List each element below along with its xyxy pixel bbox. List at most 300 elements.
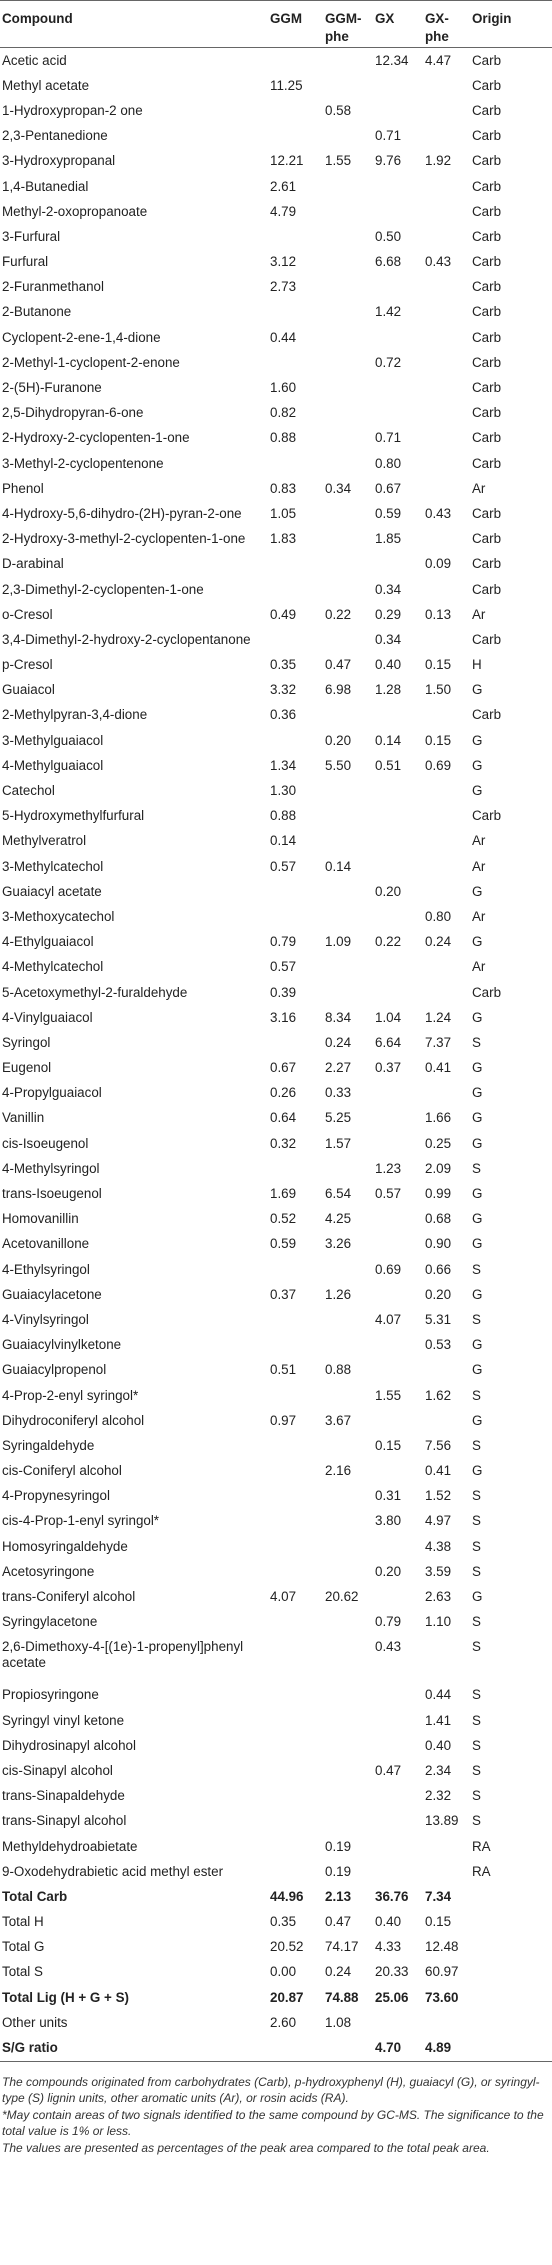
cell-ggm-phe: 0.88 <box>325 1362 352 1378</box>
cell-gx-phe: 0.41 <box>425 1060 452 1076</box>
cell-ggm-phe <box>325 1733 375 1758</box>
cell-gx: 0.79 <box>375 1614 402 1630</box>
cell-ggm <box>270 1156 325 1181</box>
cell-gx: 0.59 <box>375 505 402 521</box>
table-row <box>0 124 552 149</box>
cell-ggm <box>270 1859 325 1884</box>
cell-ggm-phe: 0.58 <box>325 102 352 118</box>
cell-gx-phe: 0.15 <box>425 1914 452 1930</box>
cell-gx <box>375 804 425 829</box>
cell-compound: Cyclopent-2-ene-1,4-dione <box>2 329 161 345</box>
cell-gx-phe: 73.60 <box>425 1989 459 2005</box>
cell-origin: G <box>472 934 483 950</box>
cell-gx <box>375 829 425 854</box>
cell-ggm-phe <box>325 275 375 300</box>
table-row <box>0 224 552 249</box>
cell-ggm <box>270 350 325 375</box>
cell-ggm-phe <box>325 426 375 451</box>
cell-gx <box>375 1809 425 1834</box>
cell-gx: 0.31 <box>375 1488 402 1504</box>
table-row <box>0 1383 552 1408</box>
cell-ggm-phe: 0.47 <box>325 1914 352 1930</box>
cell-ggm: 1.69 <box>270 1186 297 1202</box>
cell-origin: G <box>472 783 483 799</box>
cell-gx <box>375 98 425 123</box>
cell-gx: 0.71 <box>375 128 402 144</box>
cell-compound: 3,4-Dimethyl-2-hydroxy-2-cyclopentanone <box>2 631 251 647</box>
cell-ggm-phe <box>325 250 375 275</box>
table-row <box>0 476 552 501</box>
cell-ggm-phe <box>325 1156 375 1181</box>
cell-gx-phe: 0.40 <box>425 1737 452 1753</box>
cell-compound: Syringylacetone <box>2 1614 98 1630</box>
cell-origin: S <box>472 1160 481 1176</box>
cell-gx-phe <box>425 401 472 426</box>
cell-gx <box>375 1207 425 1232</box>
cell-compound: Methyldehydroabietate <box>2 1838 138 1854</box>
cell-gx <box>375 1408 425 1433</box>
cell-gx-phe: 0.69 <box>425 757 452 773</box>
cell-origin: G <box>472 732 483 748</box>
cell-gx-phe: 0.15 <box>425 657 452 673</box>
cell-origin: Ar <box>472 480 486 496</box>
cell-compound: cis-Coniferyl alcohol <box>2 1463 122 1479</box>
cell-gx <box>375 199 425 224</box>
cell-ggm: 0.64 <box>270 1110 297 1126</box>
table-row <box>0 1282 552 1307</box>
cell-ggm-phe <box>325 1809 375 1834</box>
cell-ggm <box>270 1834 325 1859</box>
cell-origin: S <box>472 1638 481 1654</box>
table-row <box>0 930 552 955</box>
cell-origin: G <box>472 1589 483 1605</box>
cell-ggm <box>270 1433 325 1458</box>
cell-gx-phe: 0.43 <box>425 254 452 270</box>
cell-ggm: 0.88 <box>270 430 297 446</box>
table-row <box>0 1884 552 1909</box>
cell-ggm <box>270 1610 325 1635</box>
footnote-origin: The compounds originated from carbohydrates (Carb), p-hydroxyphenyl (H), guaiacyl (G), or syringyl-type (S) lignin units, other aromatic units (Ar), or rosin acids (RA). <box>2 2074 540 2106</box>
cell-ggm-phe: 3.26 <box>325 1236 352 1252</box>
cell-ggm-phe <box>325 2035 375 2061</box>
cell-ggm-phe <box>325 1683 375 1708</box>
table-row <box>0 1708 552 1733</box>
cell-ggm: 0.35 <box>270 657 297 673</box>
cell-compound: Total Lig (H + G + S) <box>2 1989 129 2005</box>
cell-gx-phe <box>425 1834 472 1859</box>
cell-compound: 4-Methylcatechol <box>2 959 104 975</box>
cell-ggm <box>270 124 325 149</box>
cell-gx-phe: 0.24 <box>425 934 452 950</box>
cell-compound: p-Cresol <box>2 657 53 673</box>
cell-ggm-phe <box>325 1333 375 1358</box>
cell-compound: Total S <box>2 1964 43 1980</box>
cell-origin: Carb <box>472 707 502 723</box>
table-body <box>0 48 552 2062</box>
cell-compound: 4-Methylsyringol <box>2 1160 100 1176</box>
cell-ggm: 4.79 <box>270 203 297 219</box>
cell-ggm-phe <box>325 980 375 1005</box>
cell-compound: 2-(5H)-Furanone <box>2 380 102 396</box>
cell-origin: Carb <box>472 153 502 169</box>
cell-compound: Total Carb <box>2 1888 68 1904</box>
cell-ggm-phe: 2.27 <box>325 1060 352 1076</box>
cell-origin: G <box>472 1337 483 1353</box>
table-row <box>0 1156 552 1181</box>
cell-compound: Syringol <box>2 1034 51 1050</box>
table-row <box>0 980 552 1005</box>
cell-compound: 2,6-Dimethoxy-4-[(1e)-1-propenyl]phenyl acetate <box>2 1638 244 1670</box>
cell-ggm-phe: 8.34 <box>325 1009 352 1025</box>
cell-compound: Syringyl vinyl ketone <box>2 1712 125 1728</box>
table-row <box>0 1910 552 1935</box>
cell-ggm: 0.82 <box>270 405 297 421</box>
cell-origin: S <box>472 1687 481 1703</box>
cell-gx-phe: 0.20 <box>425 1286 452 1302</box>
cell-gx: 1.04 <box>375 1009 402 1025</box>
cell-gx <box>375 1784 425 1809</box>
cell-gx-phe: 4.89 <box>425 2035 472 2061</box>
cell-gx: 0.47 <box>375 1762 402 1778</box>
cell-compound: D-arabinal <box>2 556 64 572</box>
table-row <box>0 2010 552 2035</box>
cell-ggm-phe: 0.14 <box>325 858 352 874</box>
table-row <box>0 300 552 325</box>
cell-gx-phe: 2.09 <box>425 1160 452 1176</box>
cell-ggm-phe <box>325 174 375 199</box>
cell-ggm-phe <box>325 1635 375 1683</box>
cell-origin: Carb <box>472 203 502 219</box>
cell-origin: G <box>472 1236 483 1252</box>
cell-origin: Carb <box>472 380 502 396</box>
cell-gx-phe: 0.25 <box>425 1135 452 1151</box>
cell-ggm <box>270 1333 325 1358</box>
table-row <box>0 1985 552 2010</box>
cell-compound: Methyl-2-oxopropanoate <box>2 203 148 219</box>
table-row <box>0 250 552 275</box>
table-row <box>0 904 552 929</box>
footnote-values: The values are presented as percentages of the peak area compared to the total peak area. <box>2 2140 490 2155</box>
cell-gx <box>375 904 425 929</box>
cell-compound: 2,3-Pentanedione <box>2 128 108 144</box>
cell-gx-phe: 1.50 <box>425 682 452 698</box>
cell-ggm: 0.37 <box>270 1286 297 1302</box>
cell-gx-phe: 7.56 <box>425 1437 452 1453</box>
cell-compound: Total H <box>2 1914 44 1930</box>
cell-ggm-phe <box>325 577 375 602</box>
cell-gx <box>375 1733 425 1758</box>
cell-compound: 3-Furfural <box>2 228 61 244</box>
table-row <box>0 501 552 526</box>
cell-ggm <box>270 1534 325 1559</box>
cell-compound: 3-Methyl-2-cyclopentenone <box>2 455 164 471</box>
cell-gx: 0.43 <box>375 1638 402 1654</box>
cell-gx-phe: 0.68 <box>425 1211 452 1227</box>
cell-compound: trans-Sinapaldehyde <box>2 1788 125 1804</box>
cell-origin: Carb <box>472 52 502 68</box>
header-origin: Origin <box>472 1 552 48</box>
cell-gx-phe <box>425 73 472 98</box>
cell-gx-phe: 5.31 <box>425 1311 452 1327</box>
cell-ggm-phe <box>325 904 375 929</box>
cell-ggm-phe <box>325 300 375 325</box>
cell-ggm-phe <box>325 501 375 526</box>
cell-gx-phe: 0.53 <box>425 1337 452 1353</box>
cell-gx-phe: 1.41 <box>425 1712 452 1728</box>
cell-compound: 2-Hydroxy-3-methyl-2-cyclopenten-1-one <box>2 531 246 547</box>
cell-gx <box>375 703 425 728</box>
cell-origin: G <box>472 1085 483 1101</box>
cell-gx: 6.64 <box>375 1034 402 1050</box>
cell-ggm-phe <box>325 804 375 829</box>
cell-gx-phe <box>425 275 472 300</box>
cell-ggm: 20.87 <box>270 1989 304 2005</box>
cell-gx-phe <box>425 426 472 451</box>
table-row <box>0 1232 552 1257</box>
cell-gx: 1.28 <box>375 682 402 698</box>
cell-ggm: 0.67 <box>270 1060 297 1076</box>
cell-gx-phe <box>425 451 472 476</box>
cell-origin: Carb <box>472 304 502 320</box>
cell-ggm: 1.60 <box>270 380 297 396</box>
cell-ggm <box>270 1758 325 1783</box>
cell-ggm-phe: 0.47 <box>325 657 352 673</box>
cell-origin: Ar <box>472 606 486 622</box>
cell-gx-phe: 7.34 <box>425 1888 452 1904</box>
cell-gx-phe <box>425 199 472 224</box>
cell-ggm: 0.49 <box>270 606 297 622</box>
table-row <box>0 1935 552 1960</box>
table-row <box>0 1610 552 1635</box>
cell-compound: Dihydroconiferyl alcohol <box>2 1412 145 1428</box>
cell-gx: 0.20 <box>375 883 402 899</box>
cell-ggm: 0.39 <box>270 984 297 1000</box>
table-row <box>0 678 552 703</box>
cell-ggm: 2.60 <box>270 2014 297 2030</box>
cell-ggm-phe: 5.50 <box>325 757 352 773</box>
cell-gx: 20.33 <box>375 1964 409 1980</box>
cell-origin: G <box>472 1186 483 1202</box>
cell-ggm: 0.83 <box>270 480 297 496</box>
table-row <box>0 1960 552 1985</box>
cell-ggm-phe <box>325 1383 375 1408</box>
cell-gx-phe: 0.99 <box>425 1186 452 1202</box>
table-row <box>0 98 552 123</box>
cell-gx-phe <box>425 325 472 350</box>
cell-ggm: 0.79 <box>270 934 297 950</box>
table-row <box>0 375 552 400</box>
cell-origin: Carb <box>472 808 502 824</box>
cell-compound: Acetic acid <box>2 52 67 68</box>
cell-gx: 3.80 <box>375 1513 402 1529</box>
cell-ggm <box>270 1683 325 1708</box>
table-row <box>0 577 552 602</box>
cell-compound: Eugenol <box>2 1060 52 1076</box>
table-row <box>0 1834 552 1859</box>
table-row <box>0 1030 552 1055</box>
cell-gx <box>375 1534 425 1559</box>
cell-origin: Carb <box>472 455 502 471</box>
cell-gx-phe: 1.10 <box>425 1614 452 1630</box>
cell-ggm-phe: 1.08 <box>325 2014 352 2030</box>
cell-origin: Carb <box>472 531 502 547</box>
table-row <box>0 1584 552 1609</box>
cell-ggm: 1.34 <box>270 757 297 773</box>
cell-ggm-phe <box>325 1257 375 1282</box>
cell-gx: 9.76 <box>375 153 402 169</box>
cell-compound: 4-Propynesyringol <box>2 1488 110 1504</box>
cell-gx-phe <box>425 527 472 552</box>
cell-gx-phe: 7.37 <box>425 1034 452 1050</box>
cell-ggm-phe: 74.88 <box>325 1989 359 2005</box>
cell-ggm <box>270 728 325 753</box>
cell-gx <box>375 955 425 980</box>
cell-ggm <box>270 1708 325 1733</box>
cell-ggm: 0.00 <box>270 1964 297 1980</box>
cell-ggm-phe <box>325 552 375 577</box>
footnote-asterisk: *May contain areas of two signals identified to the same compound by GC-MS. The significance to the total value is 1% or less. <box>2 2107 544 2139</box>
cell-origin: Carb <box>472 128 502 144</box>
cell-gx <box>375 2010 425 2035</box>
cell-compound: Acetosyringone <box>2 1563 95 1579</box>
cell-gx <box>375 1708 425 1733</box>
cell-gx-phe <box>425 879 472 904</box>
cell-ggm-phe: 20.62 <box>325 1589 359 1605</box>
cell-gx-phe <box>425 854 472 879</box>
cell-ggm-phe: 0.20 <box>325 732 352 748</box>
cell-origin: Carb <box>472 984 502 1000</box>
cell-gx-phe: 1.66 <box>425 1110 452 1126</box>
cell-origin: G <box>472 1362 483 1378</box>
cell-ggm <box>270 904 325 929</box>
table-row <box>0 1683 552 1708</box>
cell-gx <box>375 1834 425 1859</box>
cell-origin: S <box>472 1538 481 1554</box>
cell-ggm: 0.44 <box>270 329 297 345</box>
cell-gx: 0.15 <box>375 1437 402 1453</box>
cell-ggm <box>270 1559 325 1584</box>
cell-origin: G <box>472 1110 483 1126</box>
cell-origin: S <box>472 1712 481 1728</box>
cell-compound: Acetovanillone <box>2 1236 90 1252</box>
table-row <box>0 325 552 350</box>
cell-origin: Carb <box>472 329 502 345</box>
cell-ggm-phe <box>325 829 375 854</box>
cell-gx-phe <box>425 627 472 652</box>
cell-gx <box>375 275 425 300</box>
cell-ggm-phe: 0.22 <box>325 606 352 622</box>
cell-gx-phe <box>425 1408 472 1433</box>
table-row <box>0 1733 552 1758</box>
cell-gx <box>375 174 425 199</box>
cell-gx-phe <box>425 1859 472 1884</box>
cell-ggm: 0.57 <box>270 858 297 874</box>
cell-ggm-phe: 1.55 <box>325 153 352 169</box>
cell-ggm: 4.07 <box>270 1589 297 1605</box>
cell-ggm: 0.14 <box>270 833 297 849</box>
table-row <box>0 350 552 375</box>
cell-origin: G <box>472 682 483 698</box>
cell-compound: 4-Hydroxy-5,6-dihydro-(2H)-pyran-2-one <box>2 505 242 521</box>
table-row <box>0 1459 552 1484</box>
cell-gx <box>375 1282 425 1307</box>
cell-gx <box>375 1584 425 1609</box>
cell-ggm-phe <box>325 401 375 426</box>
cell-ggm-phe <box>325 1708 375 1733</box>
cell-origin: S <box>472 1261 481 1277</box>
cell-origin: S <box>472 1563 481 1579</box>
cell-compound: 3-Hydroxypropanal <box>2 153 116 169</box>
cell-ggm: 0.32 <box>270 1135 297 1151</box>
cell-ggm-phe <box>325 1509 375 1534</box>
table-row <box>0 1559 552 1584</box>
cell-ggm: 3.16 <box>270 1009 297 1025</box>
cell-gx: 0.51 <box>375 757 402 773</box>
cell-gx <box>375 854 425 879</box>
cell-compound: 2-Hydroxy-2-cyclopenten-1-one <box>2 430 190 446</box>
table-row <box>0 1131 552 1156</box>
cell-ggm-phe: 3.67 <box>325 1412 352 1428</box>
cell-origin: Carb <box>472 279 502 295</box>
table-row <box>0 1056 552 1081</box>
cell-ggm-phe: 1.26 <box>325 1286 352 1302</box>
cell-compound: 2,3-Dimethyl-2-cyclopenten-1-one <box>2 581 204 597</box>
cell-ggm-phe: 0.24 <box>325 1964 352 1980</box>
cell-gx-phe: 4.38 <box>425 1538 452 1554</box>
header-ggm: GGM <box>270 1 325 48</box>
cell-ggm: 3.12 <box>270 254 297 270</box>
cell-compound: 1,4-Butanedial <box>2 178 89 194</box>
cell-gx-phe: 2.63 <box>425 1589 452 1605</box>
cell-origin: S <box>472 1387 481 1403</box>
cell-ggm-phe <box>325 1307 375 1332</box>
cell-origin <box>472 1985 552 2010</box>
cell-ggm-phe <box>325 1758 375 1783</box>
table-row <box>0 627 552 652</box>
cell-ggm-phe <box>325 48 375 74</box>
cell-ggm-phe: 0.33 <box>325 1085 352 1101</box>
cell-ggm: 0.51 <box>270 1362 297 1378</box>
cell-origin: G <box>472 757 483 773</box>
table-row <box>0 1307 552 1332</box>
cell-compound: o-Cresol <box>2 606 53 622</box>
cell-ggm: 1.83 <box>270 531 297 547</box>
cell-ggm-phe: 6.54 <box>325 1186 352 1202</box>
cell-gx <box>375 1106 425 1131</box>
cell-ggm <box>270 1459 325 1484</box>
cell-origin: Carb <box>472 405 502 421</box>
cell-origin: G <box>472 1211 483 1227</box>
cell-compound: S/G ratio <box>0 2035 270 2061</box>
header-gx: GX <box>375 1 425 48</box>
cell-origin: S <box>472 1762 481 1778</box>
cell-compound: Catechol <box>2 783 55 799</box>
cell-compound: 4-Methylguaiacol <box>2 757 104 773</box>
cell-gx-phe: 4.47 <box>425 52 452 68</box>
cell-origin <box>472 1960 552 1985</box>
cell-ggm-phe <box>325 199 375 224</box>
cell-gx: 6.68 <box>375 254 402 270</box>
cell-gx <box>375 1333 425 1358</box>
cell-ggm <box>270 1784 325 1809</box>
cell-ggm-phe <box>325 1433 375 1458</box>
cell-compound: Propiosyringone <box>2 1687 99 1703</box>
cell-gx: 12.34 <box>375 52 409 68</box>
table-row <box>0 1509 552 1534</box>
cell-ggm-phe: 74.17 <box>325 1939 359 1955</box>
cell-gx: 0.37 <box>375 1060 402 1076</box>
cell-origin: G <box>472 1135 483 1151</box>
